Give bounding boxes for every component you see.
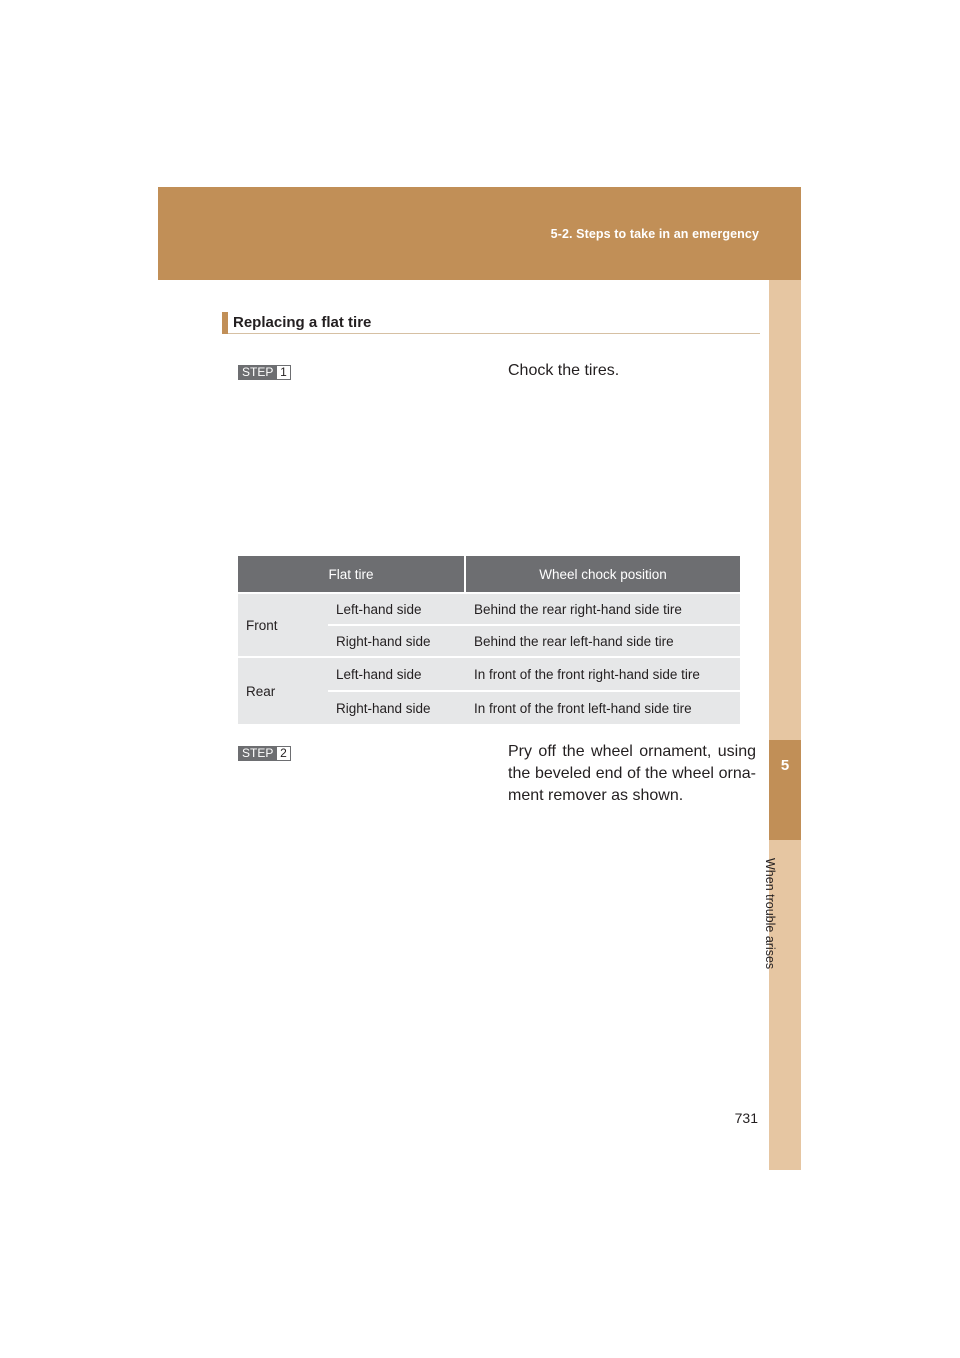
header-band bbox=[158, 187, 801, 280]
table-row bbox=[238, 592, 740, 624]
table-cell-side: Left-hand side bbox=[328, 592, 466, 624]
step-1-label bbox=[238, 365, 291, 380]
table-cell-side: Left-hand side bbox=[328, 656, 466, 690]
table-header-flat-tire: Flat tire bbox=[238, 556, 466, 592]
table-cell-position: In front of the front right-hand side tire bbox=[466, 656, 740, 690]
step-2-text: Pry off the wheel ornament, using the beveled end of the wheel orna-ment remover as shown. bbox=[508, 743, 756, 804]
table-cell-position: Behind the rear right-hand side tire bbox=[466, 592, 740, 624]
section-heading bbox=[222, 312, 760, 334]
chapter-side-tab bbox=[763, 280, 801, 1170]
step-2-label bbox=[238, 746, 291, 761]
step-number: 2 bbox=[276, 746, 291, 761]
table-cell-side: Right-hand side bbox=[328, 690, 466, 724]
step-word: STEP bbox=[238, 746, 276, 761]
step-number: 1 bbox=[276, 365, 291, 380]
table-header-chock-position: Wheel chock position bbox=[466, 556, 740, 592]
section-heading-text: Replacing a flat tire bbox=[233, 314, 372, 331]
chapter-title: When trouble arises bbox=[763, 858, 777, 970]
table-cell-side: Right-hand side bbox=[328, 624, 466, 656]
header-section-title: 5-2. Steps to take in an emergency bbox=[550, 227, 759, 241]
chapter-number: 5 bbox=[780, 757, 790, 774]
table-row bbox=[238, 656, 740, 690]
chapter-tab-active bbox=[769, 740, 801, 840]
table-group-label: Front bbox=[238, 592, 328, 656]
table-cell-position: Behind the rear left-hand side tire bbox=[466, 624, 740, 656]
wheel-chock-table bbox=[238, 556, 740, 724]
section-heading-bar bbox=[222, 312, 228, 334]
step-1-text: Chock the tires. bbox=[508, 362, 620, 379]
table-header-row bbox=[238, 556, 740, 592]
step-word: STEP bbox=[238, 365, 276, 380]
table-cell-position: In front of the front left-hand side tire bbox=[466, 690, 740, 724]
page-number: 731 bbox=[734, 1110, 758, 1126]
table-group-label: Rear bbox=[238, 656, 328, 724]
